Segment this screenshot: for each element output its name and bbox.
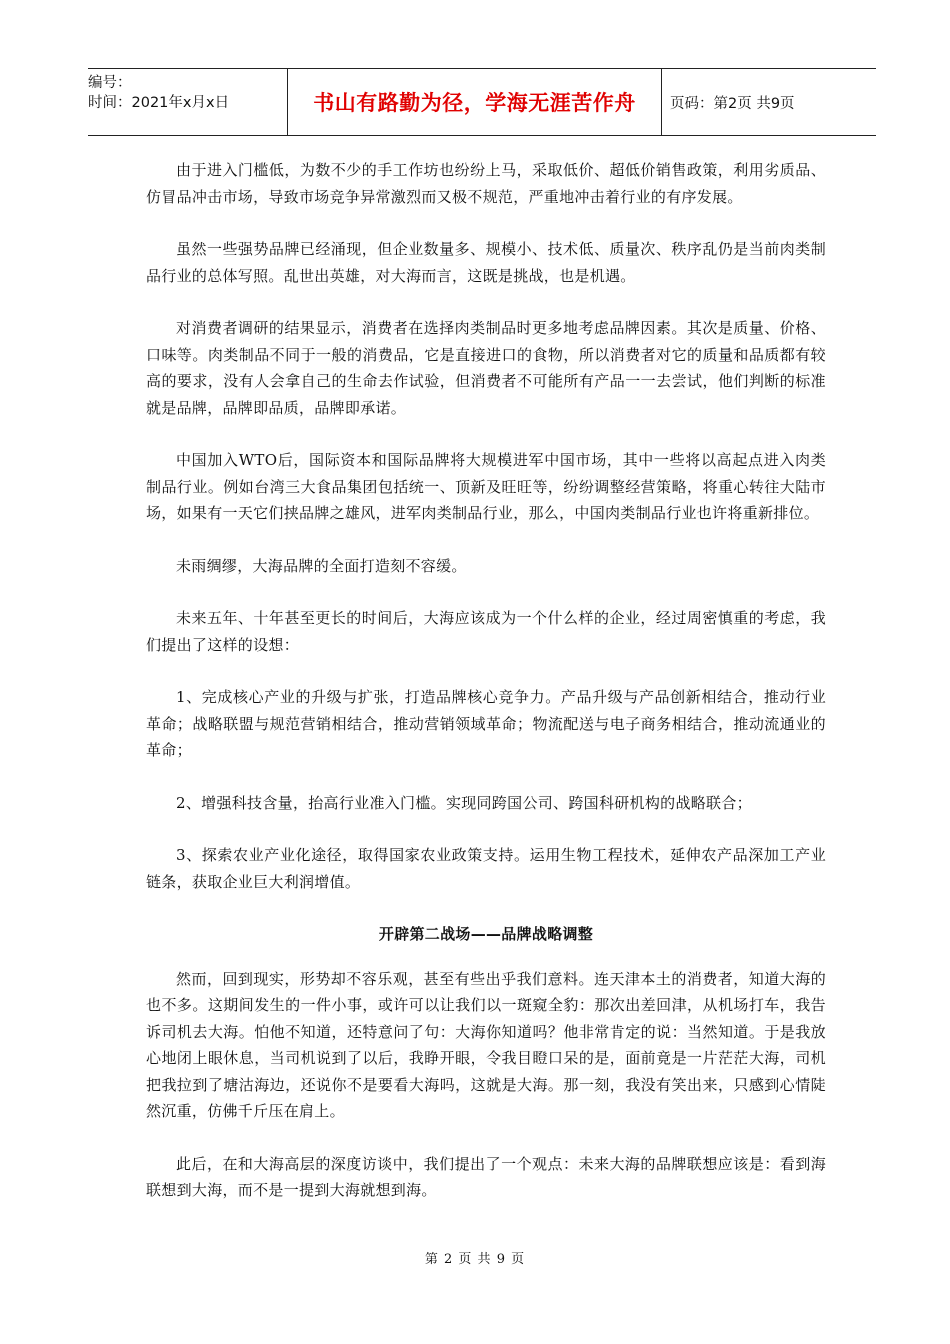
list-item-paragraph: 3、探索农业产业化途径，取得国家农业政策支持。运用生物工程技术，延伸农产品深加工产业链条，获取企业巨大利润增值。 bbox=[146, 846, 826, 891]
body-paragraph: 对消费者调研的结果显示，消费者在选择肉类制品时更多地考虑品牌因素。其次是质量、价格、口味等。肉类制品不同于一般的消费品，它是直接进口的食物，所以消费者对它的质量和品质都有较高的要求，没有人会拿自己的生命去作试验，但消费者不可能所有产品一一去尝试，他们判断的标准就是品牌，品牌即品质，品牌即承诺。 bbox=[146, 319, 826, 417]
body-paragraph: 中国加入WTO后，国际资本和国际品牌将大规模进军中国市场，其中一些将以高起点进入肉类制品行业。例如台湾三大食品集团包括统一、顶新及旺旺等，纷纷调整经营策略，将重心转往大陆市场，如果有一天它们挟品牌之雄风，进军肉类制品行业，那么，中国肉类制品行业也许将重新排位。 bbox=[146, 451, 826, 522]
header-meta bbox=[88, 69, 287, 135]
body-paragraph: 然而，回到现实，形势却不容乐观，甚至有些出乎我们意料。连天津本土的消费者，知道大海的也不多。这期间发生的一件小事，或许可以让我们以一斑窥全豹：那次出差回津，从机场打车，我告诉司机去大海。怕他不知道，还特意问了句：大海你知道吗？他非常肯定的说：当然知道。于是我放心地闭上眼休息，当司机说到了以后，我睁开眼，令我目瞪口呆的是，面前竟是一片茫茫大海，司机把我拉到了塘沽海边，还说你不是要看大海吗，这就是大海。那一刻，我没有笑出来，只感到心情陡然沉重，仿佛千斤压在肩上。 bbox=[146, 969, 826, 1120]
page-header bbox=[88, 68, 876, 136]
section-heading: 开辟第二战场——品牌战略调整 bbox=[378, 925, 594, 943]
list-item-paragraph: 1、完成核心产业的升级与扩张，打造品牌核心竞争力。产品升级与产品创新相结合，推动行业革命；战略联盟与规范营销相结合，推动营销领域革命；物流配送与电子商务相结合，推动流通业的革命； bbox=[146, 688, 826, 759]
body-paragraph: 虽然一些强势品牌已经涌现，但企业数量多、规模小、技术低、质量次、秩序乱仍是当前肉类制品行业的总体写照。乱世出英雄，对大海而言，这既是挑战，也是机遇。 bbox=[146, 240, 826, 285]
document-time-label: 时间：2021年x月x日 bbox=[88, 95, 230, 111]
body-paragraph: 由于进入门槛低，为数不少的手工作坊也纷纷上马，采取低价、超低价销售政策，利用劣质品、仿冒品冲击市场，导致市场竞争异常激烈而又极不规范，严重地冲击着行业的有序发展。 bbox=[146, 161, 826, 206]
header-motto: 书山有路勤为径，学海无涯苦作舟 bbox=[287, 69, 662, 135]
document-body bbox=[146, 157, 826, 1230]
body-paragraph: 未雨绸缪，大海品牌的全面打造刻不容缓。 bbox=[176, 556, 467, 575]
header-page-label: 页码：第2页 共9页 bbox=[670, 95, 795, 112]
body-paragraph: 未来五年、十年甚至更长的时间后，大海应该成为一个什么样的企业，经过周密慎重的考虑，我们提出了这样的设想： bbox=[146, 609, 826, 654]
page-footer: 第 2 页 共 9 页 bbox=[424, 1252, 526, 1267]
document-number-label: 编号： bbox=[88, 75, 132, 91]
list-item-paragraph: 2、增强科技含量，抬高行业准入门槛。实现同跨国公司、跨国科研机构的战略联合； bbox=[176, 793, 752, 812]
body-paragraph: 此后，在和大海高层的深度访谈中，我们提出了一个观点：未来大海的品牌联想应该是：看到海联想到大海，而不是一提到大海就想到海。 bbox=[146, 1154, 826, 1199]
